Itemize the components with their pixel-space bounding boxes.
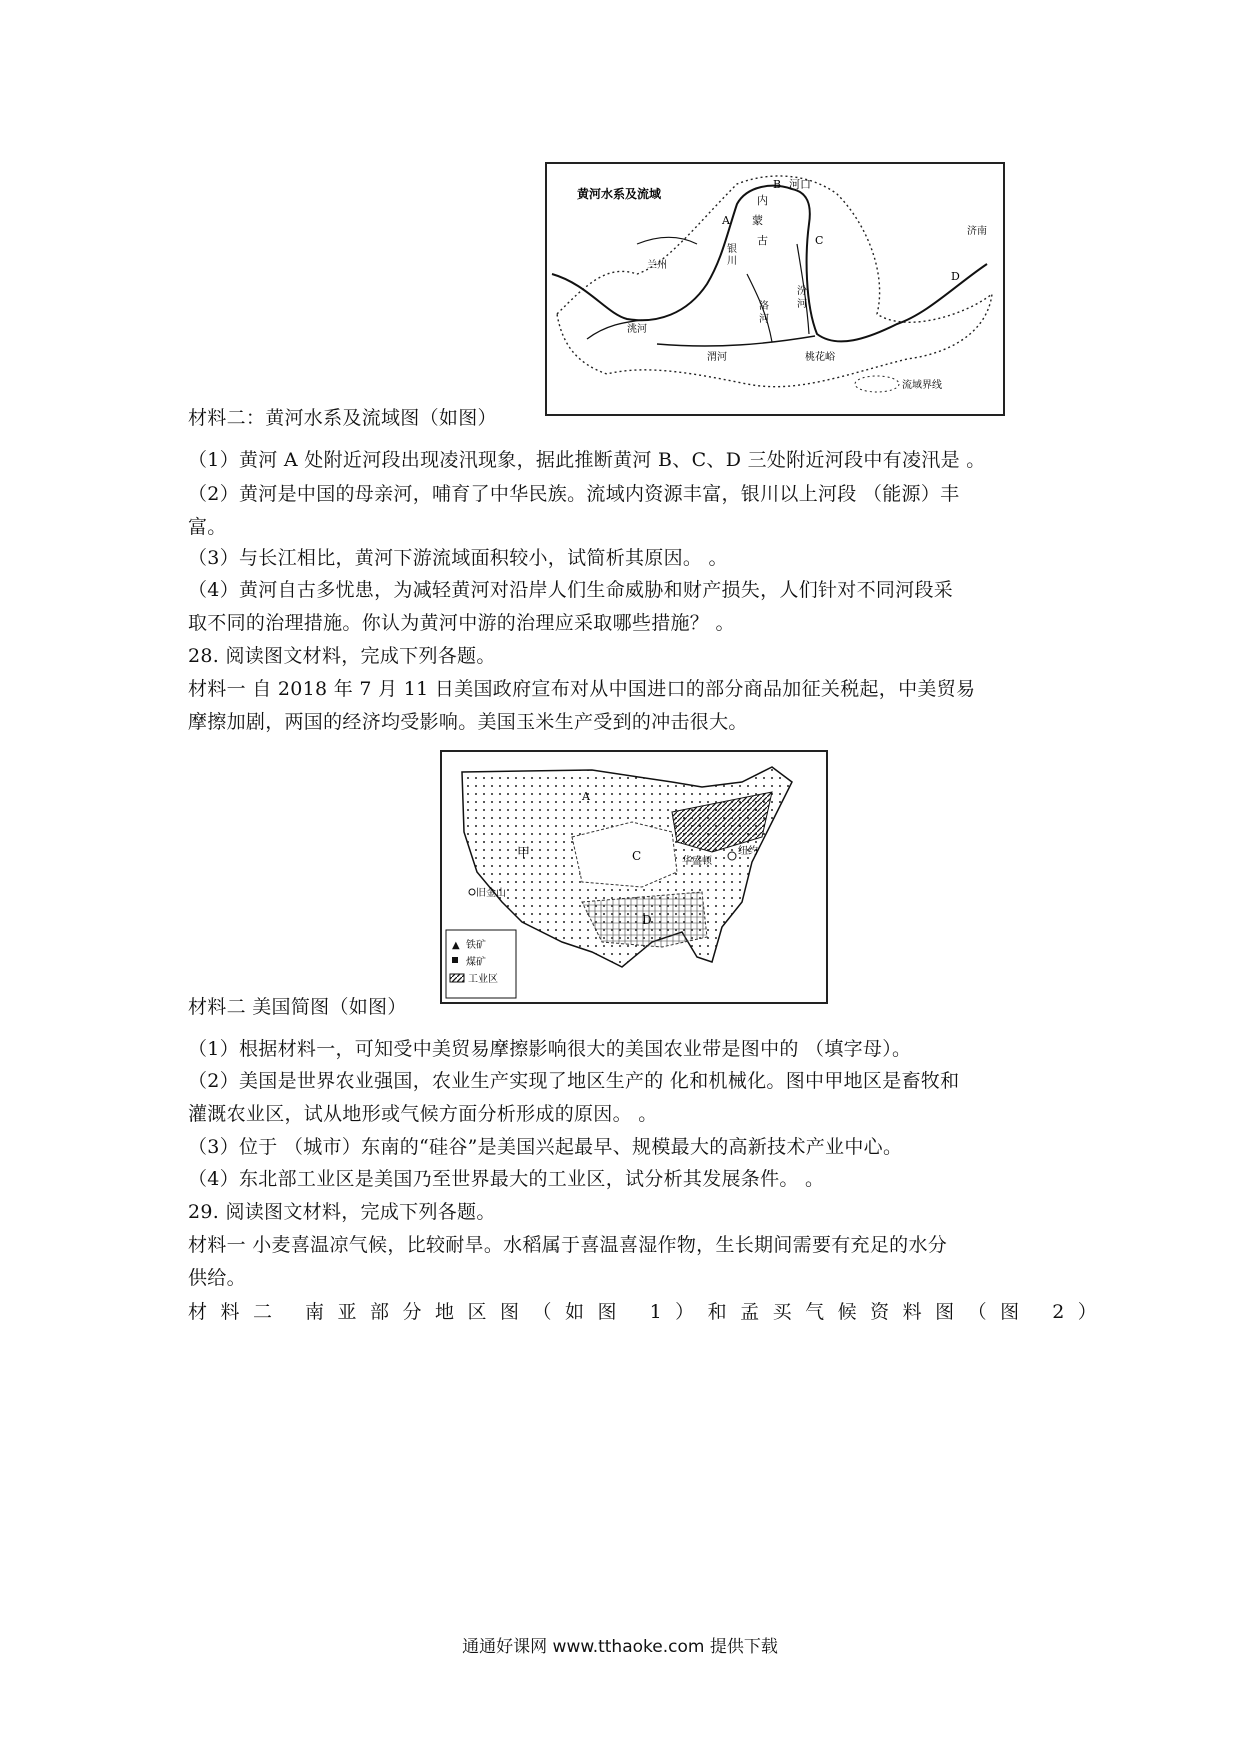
- label-fen: 汾: [797, 286, 807, 297]
- label-C: C: [815, 234, 824, 247]
- tributary-north: [637, 237, 697, 244]
- label-nei: 内: [757, 194, 768, 207]
- us-label-D: D: [642, 913, 652, 927]
- label-fen2: 河: [797, 299, 807, 310]
- part-3: （3）位于 （城市）东南的“硅谷”是美国兴起最早、规模最大的高新技术产业中心。: [188, 1136, 903, 1158]
- label-lanzhou: 兰州: [647, 260, 667, 271]
- legend-coal-symbol: [452, 957, 458, 963]
- sf-point: [469, 889, 475, 895]
- footer-watermark: 通通好课网 www.tthaoke.com 提供下载: [462, 1637, 778, 1657]
- part-2a: （2）美国是世界农业强国，农业生产实现了地区生产的 化和机械化。图中甲地区是畜牧和: [188, 1070, 960, 1092]
- label-yin: 银: [727, 244, 737, 255]
- part-4: （4）东北部工业区是美国乃至世界最大的工业区，试分析其发展条件。 。: [188, 1168, 825, 1190]
- label-taohuayu: 桃花峪: [805, 352, 835, 363]
- label-chuan: 川: [727, 256, 737, 267]
- part-1: （1）根据材料一，可知受中美贸易摩擦影响很大的美国农业带是图中的 （填字母）。: [188, 1038, 912, 1060]
- label-gu: 古: [757, 234, 768, 247]
- map1-title: 黄河水系及流域: [577, 187, 662, 201]
- legend-industrial-label: 工业区: [468, 974, 498, 985]
- part-2b: 灌溉农业区，试从地形或气候方面分析形成的原因。 。: [188, 1103, 658, 1125]
- label-luo2: 河: [759, 314, 769, 325]
- us-label-C: C: [632, 849, 642, 863]
- us-label-sf: 旧金山: [476, 888, 506, 899]
- label-tao: 洮河: [627, 324, 647, 335]
- legend-industrial-symbol: [450, 974, 464, 982]
- question-29: 29. 阅读图文材料，完成下列各题。: [188, 1201, 496, 1223]
- question-4a: （4）黄河自古多忧患，为减轻黄河对沿岸人们生命威胁和财产损失，人们针对不同河段采: [188, 579, 954, 601]
- material2b-caption: 材料二 美国简图（如图）: [188, 996, 407, 1018]
- label-weihe: 渭河: [707, 352, 727, 363]
- us-label-A: A: [582, 790, 590, 803]
- yellow-river-main: [552, 186, 987, 342]
- label-luo: 洛: [759, 301, 769, 312]
- q29-material1b: 供给。: [188, 1267, 246, 1289]
- label-jinan: 济南: [967, 226, 987, 237]
- question-3: （3）与长江相比，黄河下游流域面积较小，试简析其原因。 。: [188, 547, 728, 569]
- question-1: （1）黄河 A 处附近河段出现凌汛现象，据此推断黄河 B、C、D 三处附近河段中有凌汛是 。: [188, 449, 986, 471]
- tributary-wei: [657, 336, 815, 346]
- label-meng: 蒙: [752, 214, 763, 227]
- q29-material1a: 材料一 小麦喜温凉气候，比较耐旱。水稻属于喜温喜湿作物，生长期间需要有充足的水分: [188, 1234, 948, 1256]
- legend-basin-label: 流域界线: [902, 380, 942, 391]
- basin-boundary: [557, 176, 992, 387]
- label-A: A: [722, 214, 730, 227]
- us-label-ny: 纽约: [738, 846, 758, 857]
- yellow-river-map: [545, 162, 1005, 416]
- us-label-jia: 甲: [517, 846, 531, 861]
- question-28: 28. 阅读图文材料，完成下列各题。: [188, 645, 496, 667]
- us-label-dc: 华盛顿: [682, 856, 712, 867]
- question-4b: 取不同的治理措施。你认为黄河中游的治理应采取哪些措施？ 。: [188, 612, 735, 634]
- legend-iron-symbol: ▲: [452, 940, 460, 951]
- legend-iron-label: 铁矿: [466, 940, 486, 951]
- label-D: D: [951, 270, 960, 283]
- us-map-svg: [442, 752, 826, 1002]
- legend-coal-label: 煤矿: [466, 957, 486, 968]
- ny-point: [728, 852, 736, 860]
- material2-caption: 材料二：黄河水系及流域图（如图）: [188, 407, 497, 429]
- question-2b: 富。: [188, 516, 227, 538]
- label-hekou: 河口: [789, 178, 811, 191]
- label-B: B: [773, 178, 782, 191]
- q29-material2: 材料二 南亚部分地区图（如图 1）和孟买气候资料图（图 2）: [188, 1301, 1111, 1323]
- q28-material1a: 材料一 自 2018 年 7 月 11 日美国政府宣布对从中国进口的部分商品加征关税起，中美贸易: [188, 678, 976, 700]
- legend-basin-symbol: [855, 376, 899, 392]
- yellow-river-map-svg: [547, 164, 1003, 414]
- us-map: [440, 750, 828, 1004]
- question-2a: （2）黄河是中国的母亲河，哺育了中华民族。流域内资源丰富，银川以上河段 （能源）丰: [188, 483, 960, 505]
- q28-material1b: 摩擦加剧，两国的经济均受影响。美国玉米生产受到的冲击很大。: [188, 711, 748, 733]
